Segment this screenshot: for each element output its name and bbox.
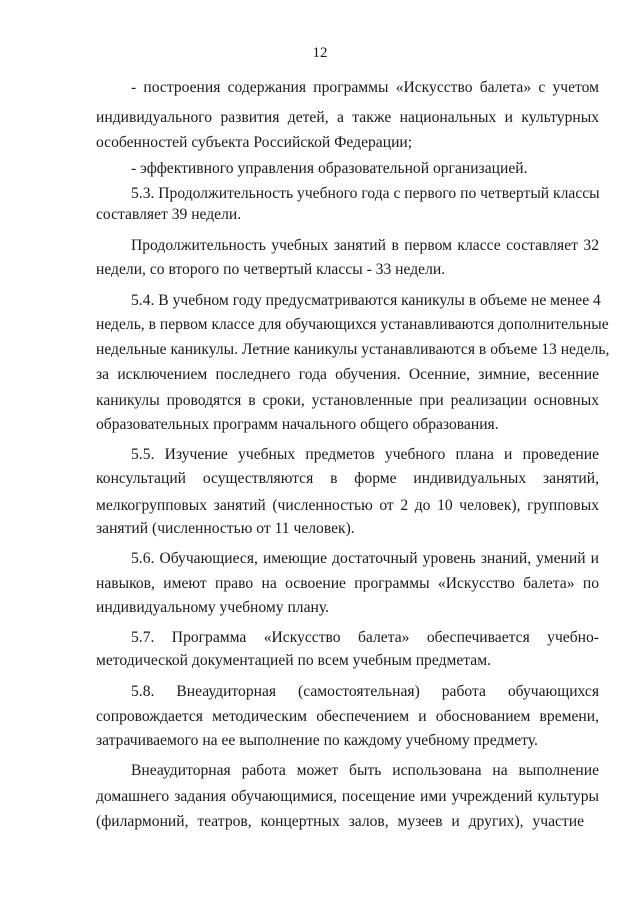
text-line: недельные каникулы. Летние каникулы устанавливаются в объеме 13 недель, [96,341,610,358]
text-line: консультаций осуществляются в форме индивидуальных занятий, [96,470,599,487]
text-line: занятий (численностью от 11 человек). [96,520,355,537]
text-line: 5.8. Внеаудиторная (самостоятельная) работа обучающихся [131,683,599,700]
text-line: 5.7. Программа «Искусство балета» обеспечивается учебно- [131,629,599,646]
page-number: 12 [312,45,328,61]
text-line: 5.3. Продолжительность учебного года с первого по четвертый классы [131,185,600,202]
text-line: индивидуального развития детей, а также национальных и культурных [96,109,599,126]
text-line: мелкогрупповых занятий (численностью от 2 до 10 человек), групповых [96,497,599,514]
text-line: затрачиваемого на ее выполнение по каждому учебному предмету. [96,732,538,749]
text-line: за исключением последнего года обучения. Осенние, зимние, весенние [96,366,599,383]
text-line: 5.6. Обучающиеся, имеющие достаточный уровень знаний, умений и [131,550,599,567]
text-line: - эффективного управления образовательной организацией. [131,160,528,177]
text-line: сопровождается методическим обеспечением и обоснованием времени, [96,708,599,725]
text-line: Продолжительность учебных занятий в первом классе составляет 32 [131,237,599,254]
text-line: 5.4. В учебном году предусматриваются каникулы в объеме не менее 4 [131,292,601,309]
text-line: (филармоний, театров, концертных залов, музеев и других), участие [96,813,584,830]
text-line: - построения содержания программы «Искусство балета» с учетом [131,79,599,96]
text-line: особенностей субъекта Российской Федерации; [96,134,413,151]
text-line: недель, в первом классе для обучающихся устанавливаются дополнительные [96,316,609,333]
text-line: составляет 39 недели. [96,206,242,223]
text-line: образовательных программ начального общего образования. [96,416,499,433]
text-line: домашнего задания обучающимися, посещение ими учреждений культуры [96,788,599,805]
text-line: индивидуальному учебному плану. [96,599,329,616]
text-line: методической документацией по всем учебным предметам. [96,652,491,669]
text-line: 5.5. Изучение учебных предметов учебного плана и проведение [131,446,599,463]
text-line: Внеаудиторная работа может быть использована на выполнение [131,762,599,779]
text-line: недели, со второго по четвертый классы - 33 недели. [96,261,446,278]
text-line: каникулы проводятся в сроки, установленные при реализации основных [96,392,599,409]
text-line: навыков, имеют право на освоение программы «Искусство балета» по [96,575,599,592]
